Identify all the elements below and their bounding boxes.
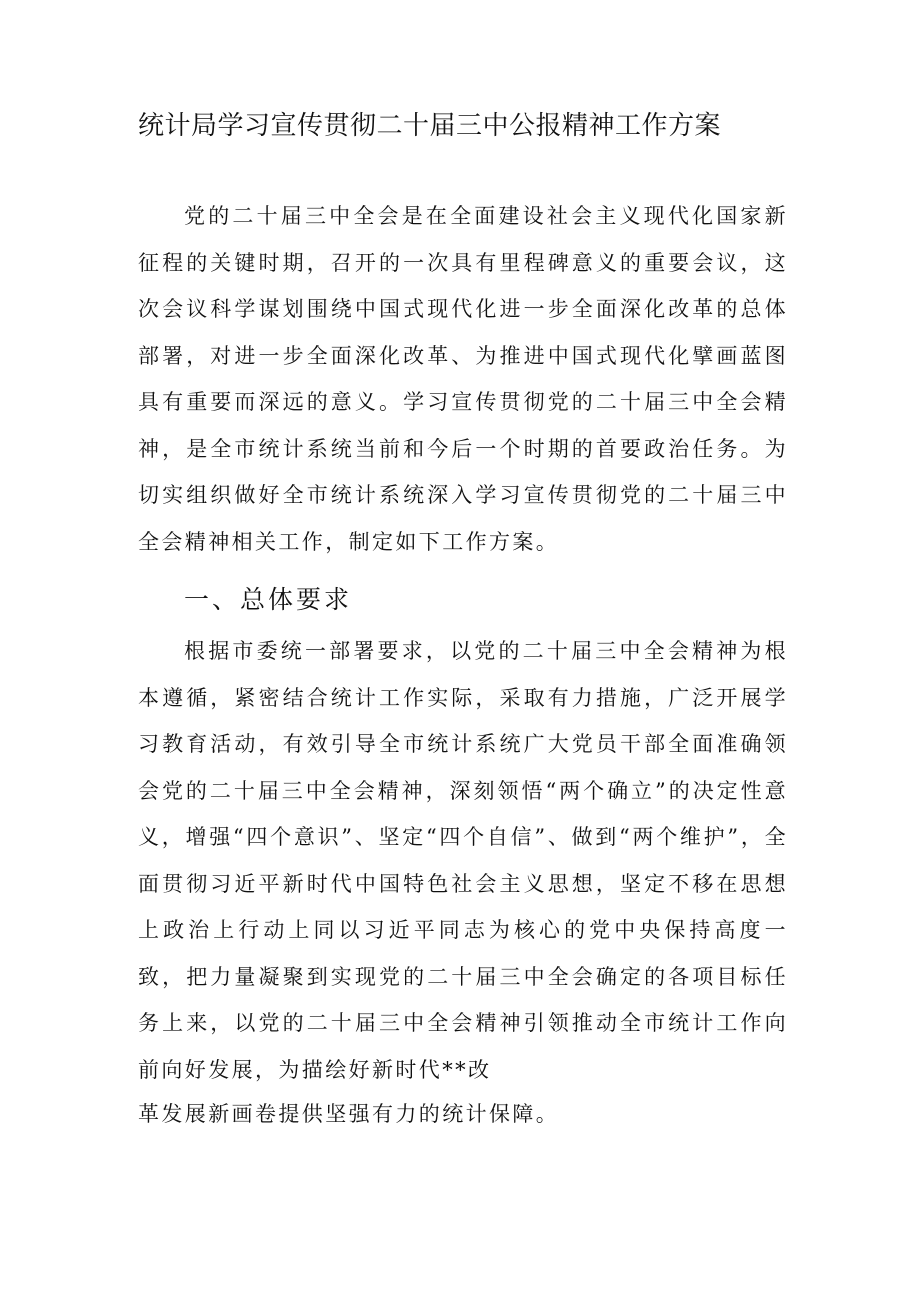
intro-paragraph: 党的二十届三中全会是在全面建设社会主义现代化国家新征程的关键时期，召开的一次具有里程碑意义的重要会议，这次会议科学谋划围绕中国式现代化进一步全面深化改革的总体部署，对进一步全面深化改革、为推进中国式现代化擘画蓝图具有重要而深远的意义。学习宣传贯彻党的二十届三中全会精神，是全市统计系统当前和今后一个时期的首要政治任务。为切实组织做好全市统计系统深入学习宣传贯彻党的二十届三中全会精神相关工作，制定如下工作方案。 (138, 204, 788, 554)
document-title: 统计局学习宣传贯彻二十届三中公报精神工作方案 (138, 111, 722, 141)
section-paragraph-continuation: 革发展新画卷提供坚强有力的统计保障。 (138, 1102, 560, 1126)
section-heading-general-requirements: 一、总体要求 (184, 585, 353, 614)
section-paragraph-general-requirements: 根据市委统一部署要求，以党的二十届三中全会精神为根本遵循，紧密结合统计工作实际，采取有力措施，广泛开展学习教育活动，有效引导全市统计系统广大党员干部全面准确领会党的二十届三中全会精神，深刻领悟“两个确立”的决定性意义，增强“四个意识”、坚定“四个自信”、做到“两个维护”，全面贯彻习近平新时代中国特色社会主义思想，坚定不移在思想上政治上行动上同以习近平同志为核心的党中央保持高度一致，把力量凝聚到实现党的二十届三中全会确定的各项目标任务上来，以党的二十届三中全会精神引领推动全市统计工作向前向好发展，为描绘好新时代**改 (138, 639, 788, 1082)
